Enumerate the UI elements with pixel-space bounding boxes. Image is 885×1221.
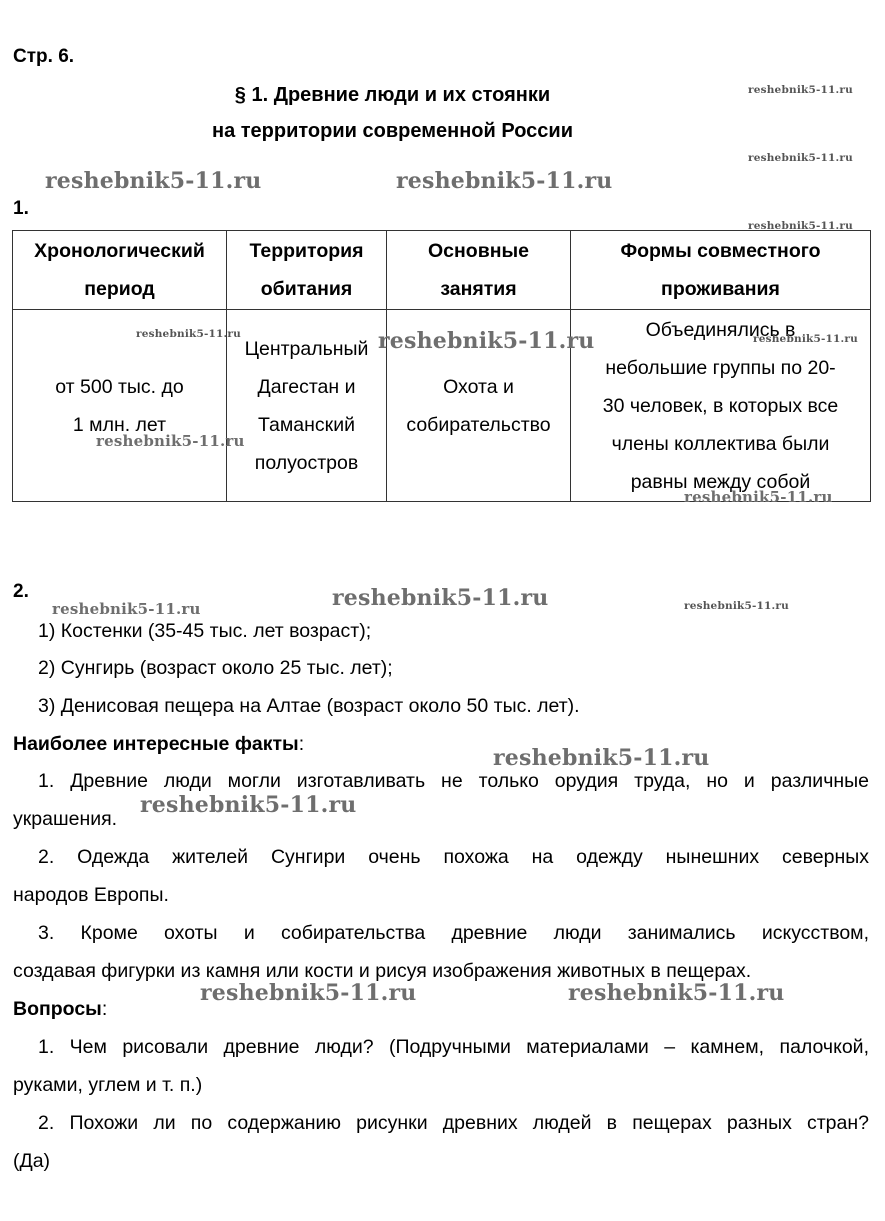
facts-heading [13, 725, 869, 763]
questions-heading-text: Вопросы [13, 998, 102, 1020]
watermark: reshebnik5-11.ru [748, 152, 853, 164]
watermark: reshebnik5-11.ru [684, 600, 789, 612]
site-item: 3) Денисовая пещера на Алтае (возраст около 50 тыс. лет). [38, 695, 580, 717]
colon: : [101, 998, 108, 1020]
header-text: Основные [428, 240, 529, 262]
question-line: 2. Похожи ли по содержанию рисунки древних людей в пещерах разных стран? [38, 1112, 869, 1134]
task-2-number: 2. [13, 581, 29, 602]
cell-text: Таманский [258, 413, 355, 436]
header-forms [571, 231, 871, 310]
cell-text: полуостров [254, 451, 359, 474]
cell-text: Охота и [443, 375, 514, 398]
section-subtitle: на территории современной России [211, 120, 573, 142]
cell-text: члены коллектива были [611, 432, 830, 455]
watermark: reshebnik5-11.ru [753, 333, 858, 345]
fact-line: создавая фигурки из камня или кости и рисуя изображения животных в пещерах. [13, 960, 752, 982]
cell-text: Центральный [244, 337, 369, 360]
site-item: 2) Сунгирь (возраст около 25 тыс. лет); [38, 657, 393, 679]
header-text: Территория [249, 240, 364, 262]
section-title: § 1. Древние люди и их стоянки [234, 84, 551, 106]
header-text: Хронологический [34, 240, 205, 262]
header-text: обитания [260, 278, 353, 300]
watermark: reshebnik5-11.ru [52, 600, 201, 618]
cell-text: от 500 тыс. до [55, 375, 184, 398]
header-period [13, 231, 227, 310]
watermark: reshebnik5-11.ru [684, 488, 833, 506]
watermark: reshebnik5-11.ru [136, 328, 241, 340]
question-line: (Да) [13, 1150, 51, 1172]
cell-text: небольшие группы по 20- [605, 356, 836, 379]
cell-text: равны между собой [630, 470, 811, 493]
watermark: reshebnik5-11.ru [568, 980, 785, 1006]
watermark: reshebnik5-11.ru [396, 168, 613, 194]
watermark: reshebnik5-11.ru [332, 585, 549, 611]
watermark: reshebnik5-11.ru [200, 980, 417, 1006]
fact-line: украшения. [13, 808, 118, 830]
fact-line: 1. Древние люди могли изготавливать не только орудия труда, но и различные [38, 770, 869, 792]
question-line: 1. Чем рисовали древние люди? (Подручными материалами – камнем, палочкой, [38, 1036, 869, 1058]
watermark: reshebnik5-11.ru [96, 432, 245, 450]
fact-line: 3. Кроме охоты и собирательства древние люди занимались искусством, [38, 922, 869, 944]
cell-text: Дагестан и [257, 375, 356, 398]
cell-text: собирательство [406, 413, 551, 436]
watermark: reshebnik5-11.ru [748, 220, 853, 232]
header-text: проживания [661, 278, 780, 300]
header-territory [227, 231, 387, 310]
site-item: 1) Костенки (35-45 тыс. лет возраст); [38, 620, 372, 642]
cell-territory [227, 310, 387, 502]
header-text: Формы совместного [620, 240, 821, 262]
colon: : [298, 733, 305, 755]
fact-line: 2. Одежда жителей Сунгири очень похожа на одежду нынешних северных [38, 846, 869, 868]
watermark: reshebnik5-11.ru [140, 792, 357, 818]
watermark: reshebnik5-11.ru [378, 328, 595, 354]
table-header-row [13, 231, 871, 310]
fact-line: народов Европы. [13, 884, 169, 906]
cell-text: 30 человек, в которых все [602, 394, 839, 417]
question-line: руками, углем и т. п.) [13, 1074, 203, 1096]
watermark: reshebnik5-11.ru [748, 84, 853, 96]
cell-text: 1 млн. лет [72, 413, 167, 436]
facts-heading-text: Наиболее интересные факты [13, 733, 299, 755]
watermark: reshebnik5-11.ru [493, 745, 710, 771]
header-text: период [84, 278, 155, 300]
header-occupation [387, 231, 571, 310]
task-1-number: 1. [13, 198, 29, 219]
cell-text: Объединялись в [645, 318, 796, 341]
watermark: reshebnik5-11.ru [45, 168, 262, 194]
chronology-table [12, 230, 871, 502]
header-text: занятия [440, 278, 517, 300]
page-number: Стр. 6. [13, 46, 75, 67]
